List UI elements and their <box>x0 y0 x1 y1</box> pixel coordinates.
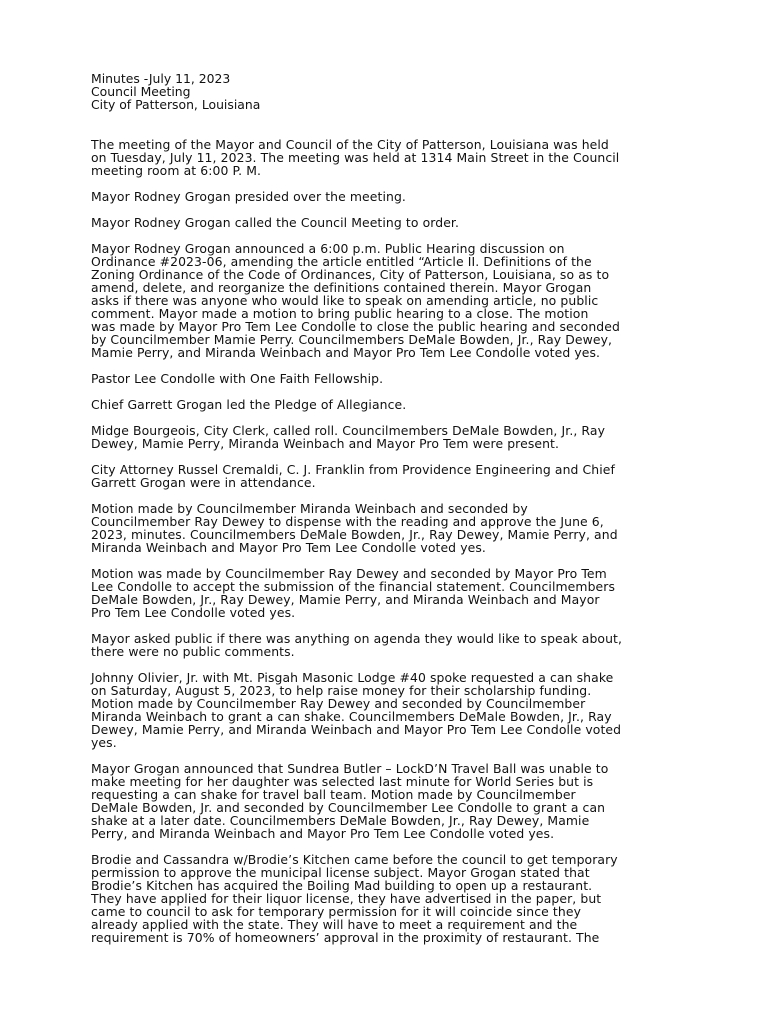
text-line: shake at a later date. Councilmembers DeMale Bowden, Jr., Ray Dewey, Mamie <box>91 813 590 828</box>
text-line: there were no public comments. <box>91 644 295 659</box>
meeting-type: Council Meeting <box>91 84 191 99</box>
paragraph <box>91 372 691 385</box>
text-line: permission to approve the municipal license subject. Mayor Grogan stated that <box>91 865 590 880</box>
text-line: asks if there was anyone who would like to speak on amending article, no public <box>91 293 599 308</box>
document-page <box>91 72 691 957</box>
text-line: on Saturday, August 5, 2023, to help raise money for their scholarship funding. <box>91 683 592 698</box>
text-line: DeMale Bowden, Jr. and seconded by Councilmember Lee Condolle to grant a can <box>91 800 606 815</box>
paragraph <box>91 762 691 840</box>
text-line: DeMale Bowden, Jr., Ray Dewey, Mamie Perry, and Miranda Weinbach and Mayor <box>91 592 600 607</box>
text-line: Mamie Perry, and Miranda Weinbach and Mayor Pro Tem Lee Condolle voted yes. <box>91 345 601 360</box>
paragraph <box>91 190 691 203</box>
paragraph <box>91 463 691 489</box>
text-line: already applied with the state. They will have to meet a requirement and the <box>91 917 578 932</box>
text-line: Pro Tem Lee Condolle voted yes. <box>91 605 296 620</box>
paragraph <box>91 398 691 411</box>
text-line: make meeting for her daughter was selected last minute for World Series but is <box>91 774 594 789</box>
text-line: Motion made by Councilmember Ray Dewey and seconded by Councilmember <box>91 696 586 711</box>
text-line: Dewey, Mamie Perry, and Miranda Weinbach and Mayor Pro Tem Lee Condolle voted <box>91 722 622 737</box>
text-line: yes. <box>91 735 117 750</box>
text-line: Miranda Weinbach and Mayor Pro Tem Lee Condolle voted yes. <box>91 540 486 555</box>
text-line: Brodie’s Kitchen has acquired the Boiling Mad building to open up a restaurant. <box>91 878 593 893</box>
text-line: Zoning Ordinance of the Code of Ordinances, City of Patterson, Louisiana, so as to <box>91 267 610 282</box>
text-line: was made by Mayor Pro Tem Lee Condolle to close the public hearing and seconded <box>91 319 620 334</box>
text-line: Garrett Grogan were in attendance. <box>91 475 316 490</box>
text-line: meeting room at 6:00 P. M. <box>91 163 262 178</box>
paragraph <box>91 853 691 944</box>
text-line: Midge Bourgeois, City Clerk, called roll. Councilmembers DeMale Bowden, Jr., Ray <box>91 423 605 438</box>
paragraph <box>91 632 691 658</box>
paragraph <box>91 502 691 554</box>
text-line: Perry, and Miranda Weinbach and Mayor Pro Tem Lee Condolle voted yes. <box>91 826 555 841</box>
text-line: Mayor Rodney Grogan presided over the meeting. <box>91 189 406 204</box>
text-line: comment. Mayor made a motion to bring public hearing to a close. The motion <box>91 306 589 321</box>
text-line: Miranda Weinbach to grant a can shake. Councilmembers DeMale Bowden, Jr., Ray <box>91 709 612 724</box>
text-line: 2023, minutes. Councilmembers DeMale Bowden, Jr., Ray Dewey, Mamie Perry, and <box>91 527 618 542</box>
minutes-date: Minutes -July 11, 2023 <box>91 71 231 86</box>
paragraph <box>91 567 691 619</box>
text-line: They have applied for their liquor license, they have advertised in the paper, but <box>91 891 602 906</box>
text-line: requirement is 70% of homeowners’ approval in the proximity of restaurant. The <box>91 930 600 945</box>
text-line: by Councilmember Mamie Perry. Councilmembers DeMale Bowden, Jr., Ray Dewey, <box>91 332 613 347</box>
paragraph <box>91 216 691 229</box>
paragraph <box>91 671 691 749</box>
text-line: The meeting of the Mayor and Council of the City of Patterson, Louisiana was held <box>91 137 609 152</box>
text-line: Johnny Olivier, Jr. with Mt. Pisgah Masonic Lodge #40 spoke requested a can shake <box>91 670 614 685</box>
text-line: Motion was made by Councilmember Ray Dewey and seconded by Mayor Pro Tem <box>91 566 607 581</box>
text-line: came to council to ask for temporary permission for it will coincide since they <box>91 904 581 919</box>
text-line: Lee Condolle to accept the submission of the financial statement. Councilmembers <box>91 579 616 594</box>
text-line: Mayor Rodney Grogan called the Council Meeting to order. <box>91 215 460 230</box>
text-line: Pastor Lee Condolle with One Faith Fellowship. <box>91 371 384 386</box>
paragraph <box>91 138 691 177</box>
minutes-header <box>91 72 691 111</box>
paragraph <box>91 242 691 359</box>
text-line: Motion made by Councilmember Miranda Weinbach and seconded by <box>91 501 528 516</box>
text-line: Mayor Rodney Grogan announced a 6:00 p.m. Public Hearing discussion on <box>91 241 565 256</box>
text-line: requesting a can shake for travel ball team. Motion made by Councilmember <box>91 787 576 802</box>
text-line: Brodie and Cassandra w/Brodie’s Kitchen came before the council to get temporary <box>91 852 618 867</box>
text-line: City Attorney Russel Cremaldi, C. J. Franklin from Providence Engineering and Chief <box>91 462 615 477</box>
text-line: Mayor asked public if there was anything on agenda they would like to speak about, <box>91 631 623 646</box>
minutes-body <box>91 138 691 944</box>
text-line: Ordinance #2023-06, amending the article entitled “Article II. Definitions of the <box>91 254 592 269</box>
text-line: Dewey, Mamie Perry, Miranda Weinbach and Mayor Pro Tem were present. <box>91 436 560 451</box>
text-line: Chief Garrett Grogan led the Pledge of Allegiance. <box>91 397 407 412</box>
city-name: City of Patterson, Louisiana <box>91 97 261 112</box>
text-line: Mayor Grogan announced that Sundrea Butler – LockD’N Travel Ball was unable to <box>91 761 609 776</box>
text-line: Councilmember Ray Dewey to dispense with the reading and approve the June 6, <box>91 514 604 529</box>
text-line: amend, delete, and reorganize the definitions contained therein. Mayor Grogan <box>91 280 592 295</box>
text-line: on Tuesday, July 11, 2023. The meeting was held at 1314 Main Street in the Council <box>91 150 620 165</box>
paragraph <box>91 424 691 450</box>
